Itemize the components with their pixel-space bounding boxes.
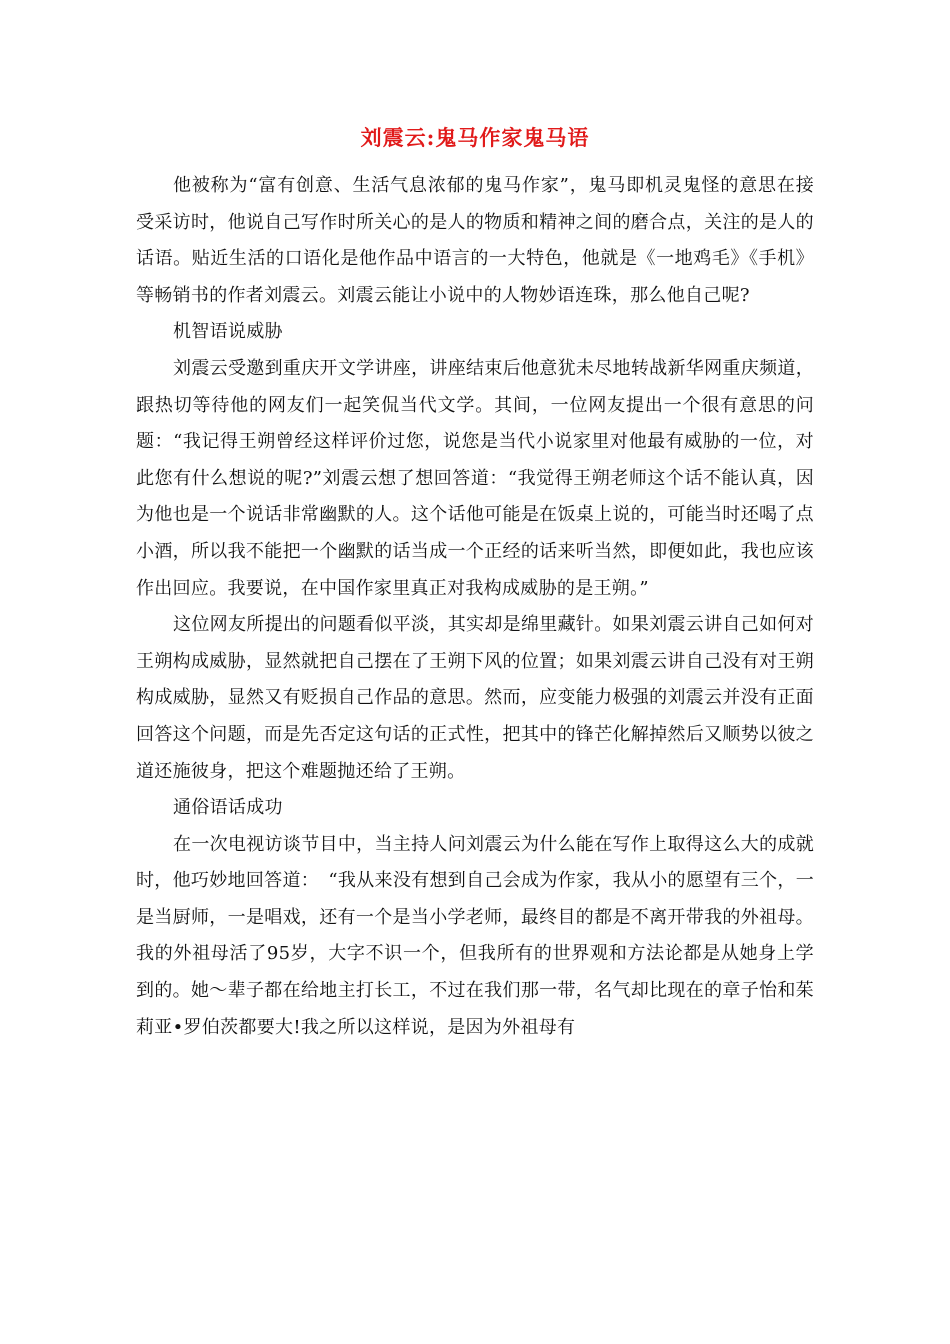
- section-heading-wit: 机智语说威胁: [173, 321, 283, 343]
- paragraph-wit-analysis: 这位网友所提出的问题看似平淡，其实却是绵里藏针。如果刘震云讲自己如何对王朔构成威胁，显然就把自己摆在了王朔下风的位置；如果刘震云讲自己没有对王朔构成威胁，显然又有贬损自己作品的意思。然而，应变能力极强的刘震云并没有正面回答这个问题，而是先否定这句话的正式性，把其中的锋芒化解掉然后又顺势以彼之道还施彼身，把这个难题抛还给了王朔。: [136, 614, 814, 782]
- section-heading-success: 通俗语话成功: [173, 797, 283, 819]
- paragraph-success-story: 在一次电视访谈节目中，当主持人问刘震云为什么能在写作上取得这么大的成就时，他巧妙地回答道： “我从来没有想到自己会成为作家，我从小的愿望有三个，一是当厨师，一是唱戏，还有一个是当小学老师，最终目的都是不离开带我的外祖母。我的外祖母活了95岁，大字不识一个，但我所有的世界观和方法论都是从她身上学到的。她～辈子都在给地主打长工，不过在我们那一带，名气却比现在的章子怡和茱莉亚•罗伯茨都要大!我之所以这样说，是因为外祖母有: [136, 833, 814, 1038]
- paragraph-wit-story: 刘震云受邀到重庆开文学讲座，讲座结束后他意犹未尽地转战新华网重庆频道，跟热切等待他的网友们一起笑侃当代文学。其间，一位网友提出一个很有意思的问题：“我记得王朔曾经这样评价过您，说您是当代小说家里对他最有威胁的一位，对此您有什么想说的呢?”刘震云想了想回答道：“我觉得王朔老师这个话不能认真，因为他也是一个说话非常幽默的人。这个话他可能是在饭桌上说的，可能当时还喝了点小酒，所以我不能把一个幽默的话当成一个正经的话来听当然，即便如此，我也应该作出回应。我要说，在中国作家里真正对我构成威胁的是王朔。”: [136, 357, 814, 599]
- document-title: 刘震云:鬼马作家鬼马语: [360, 125, 590, 150]
- paragraph-intro: 他被称为“富有创意、生活气息浓郁的鬼马作家”，鬼马即机灵鬼怪的意思在接受采访时，他说自己写作时所关心的是人的物质和精神之间的磨合点，关注的是人的话语。贴近生活的口语化是他作品中语言的一大特色，他就是《一地鸡毛》《手机》等畅销书的作者刘震云。刘震云能让小说中的人物妙语连珠，那么他自己呢?: [136, 175, 814, 306]
